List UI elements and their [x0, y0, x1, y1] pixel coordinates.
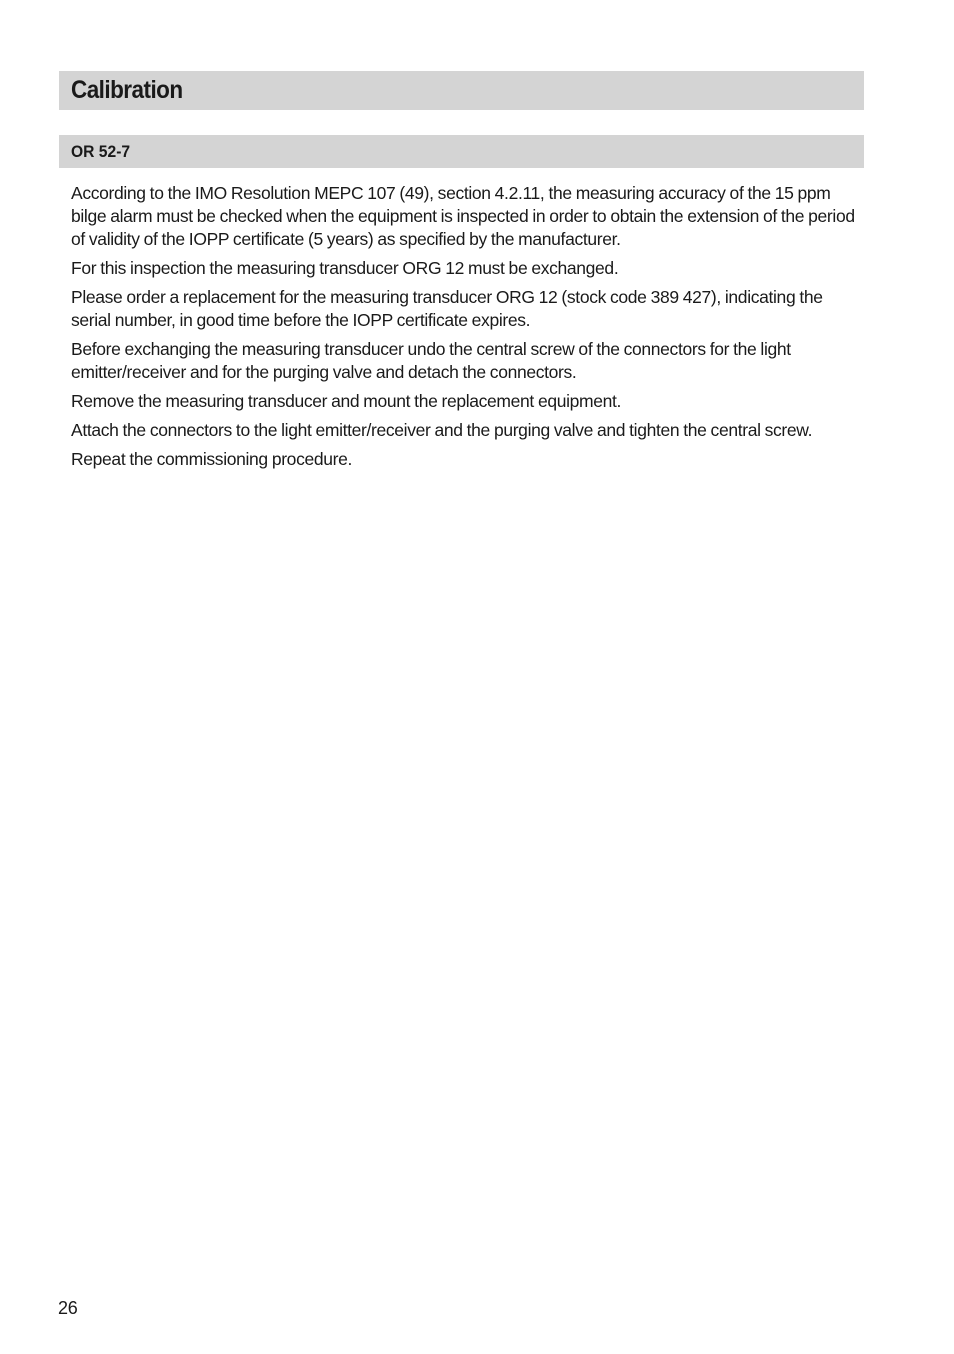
paragraph-order-replacement: Please order a replacement for the measuring transducer ORG 12 (stock code 389 427), indicating the serial number, in good time before the IOPP certificate expires.: [71, 287, 823, 330]
paragraph-repeat-commissioning: Repeat the commissioning procedure.: [71, 449, 352, 469]
subsection-title: OR 52-7: [71, 141, 131, 161]
subsection-header-bar: [59, 135, 864, 168]
paragraph-attach-connectors: Attach the connectors to the light emitter/receiver and the purging valve and tighten the central screw.: [71, 420, 813, 440]
section-header-bar: [59, 71, 864, 110]
paragraph-inspection: For this inspection the measuring transducer ORG 12 must be exchanged.: [71, 258, 619, 278]
page-number: 26: [58, 1298, 78, 1318]
body-text: [71, 182, 861, 477]
paragraph-remove-transducer: Remove the measuring transducer and mount the replacement equipment.: [71, 391, 622, 411]
page-title: Calibration: [71, 76, 183, 104]
paragraph-imo-resolution: According to the IMO Resolution MEPC 107 (49), section 4.2.11, the measuring accuracy of the 15 ppm bilge alarm must be checked when the equipment is inspected in order to obtain the extension of the period of validity of the IOPP certificate (5 years) as specified by the manufacturer.: [71, 183, 855, 249]
paragraph-before-exchanging: Before exchanging the measuring transducer undo the central screw of the connectors for the light emitter/receiver and for the purging valve and detach the connectors.: [71, 339, 791, 382]
